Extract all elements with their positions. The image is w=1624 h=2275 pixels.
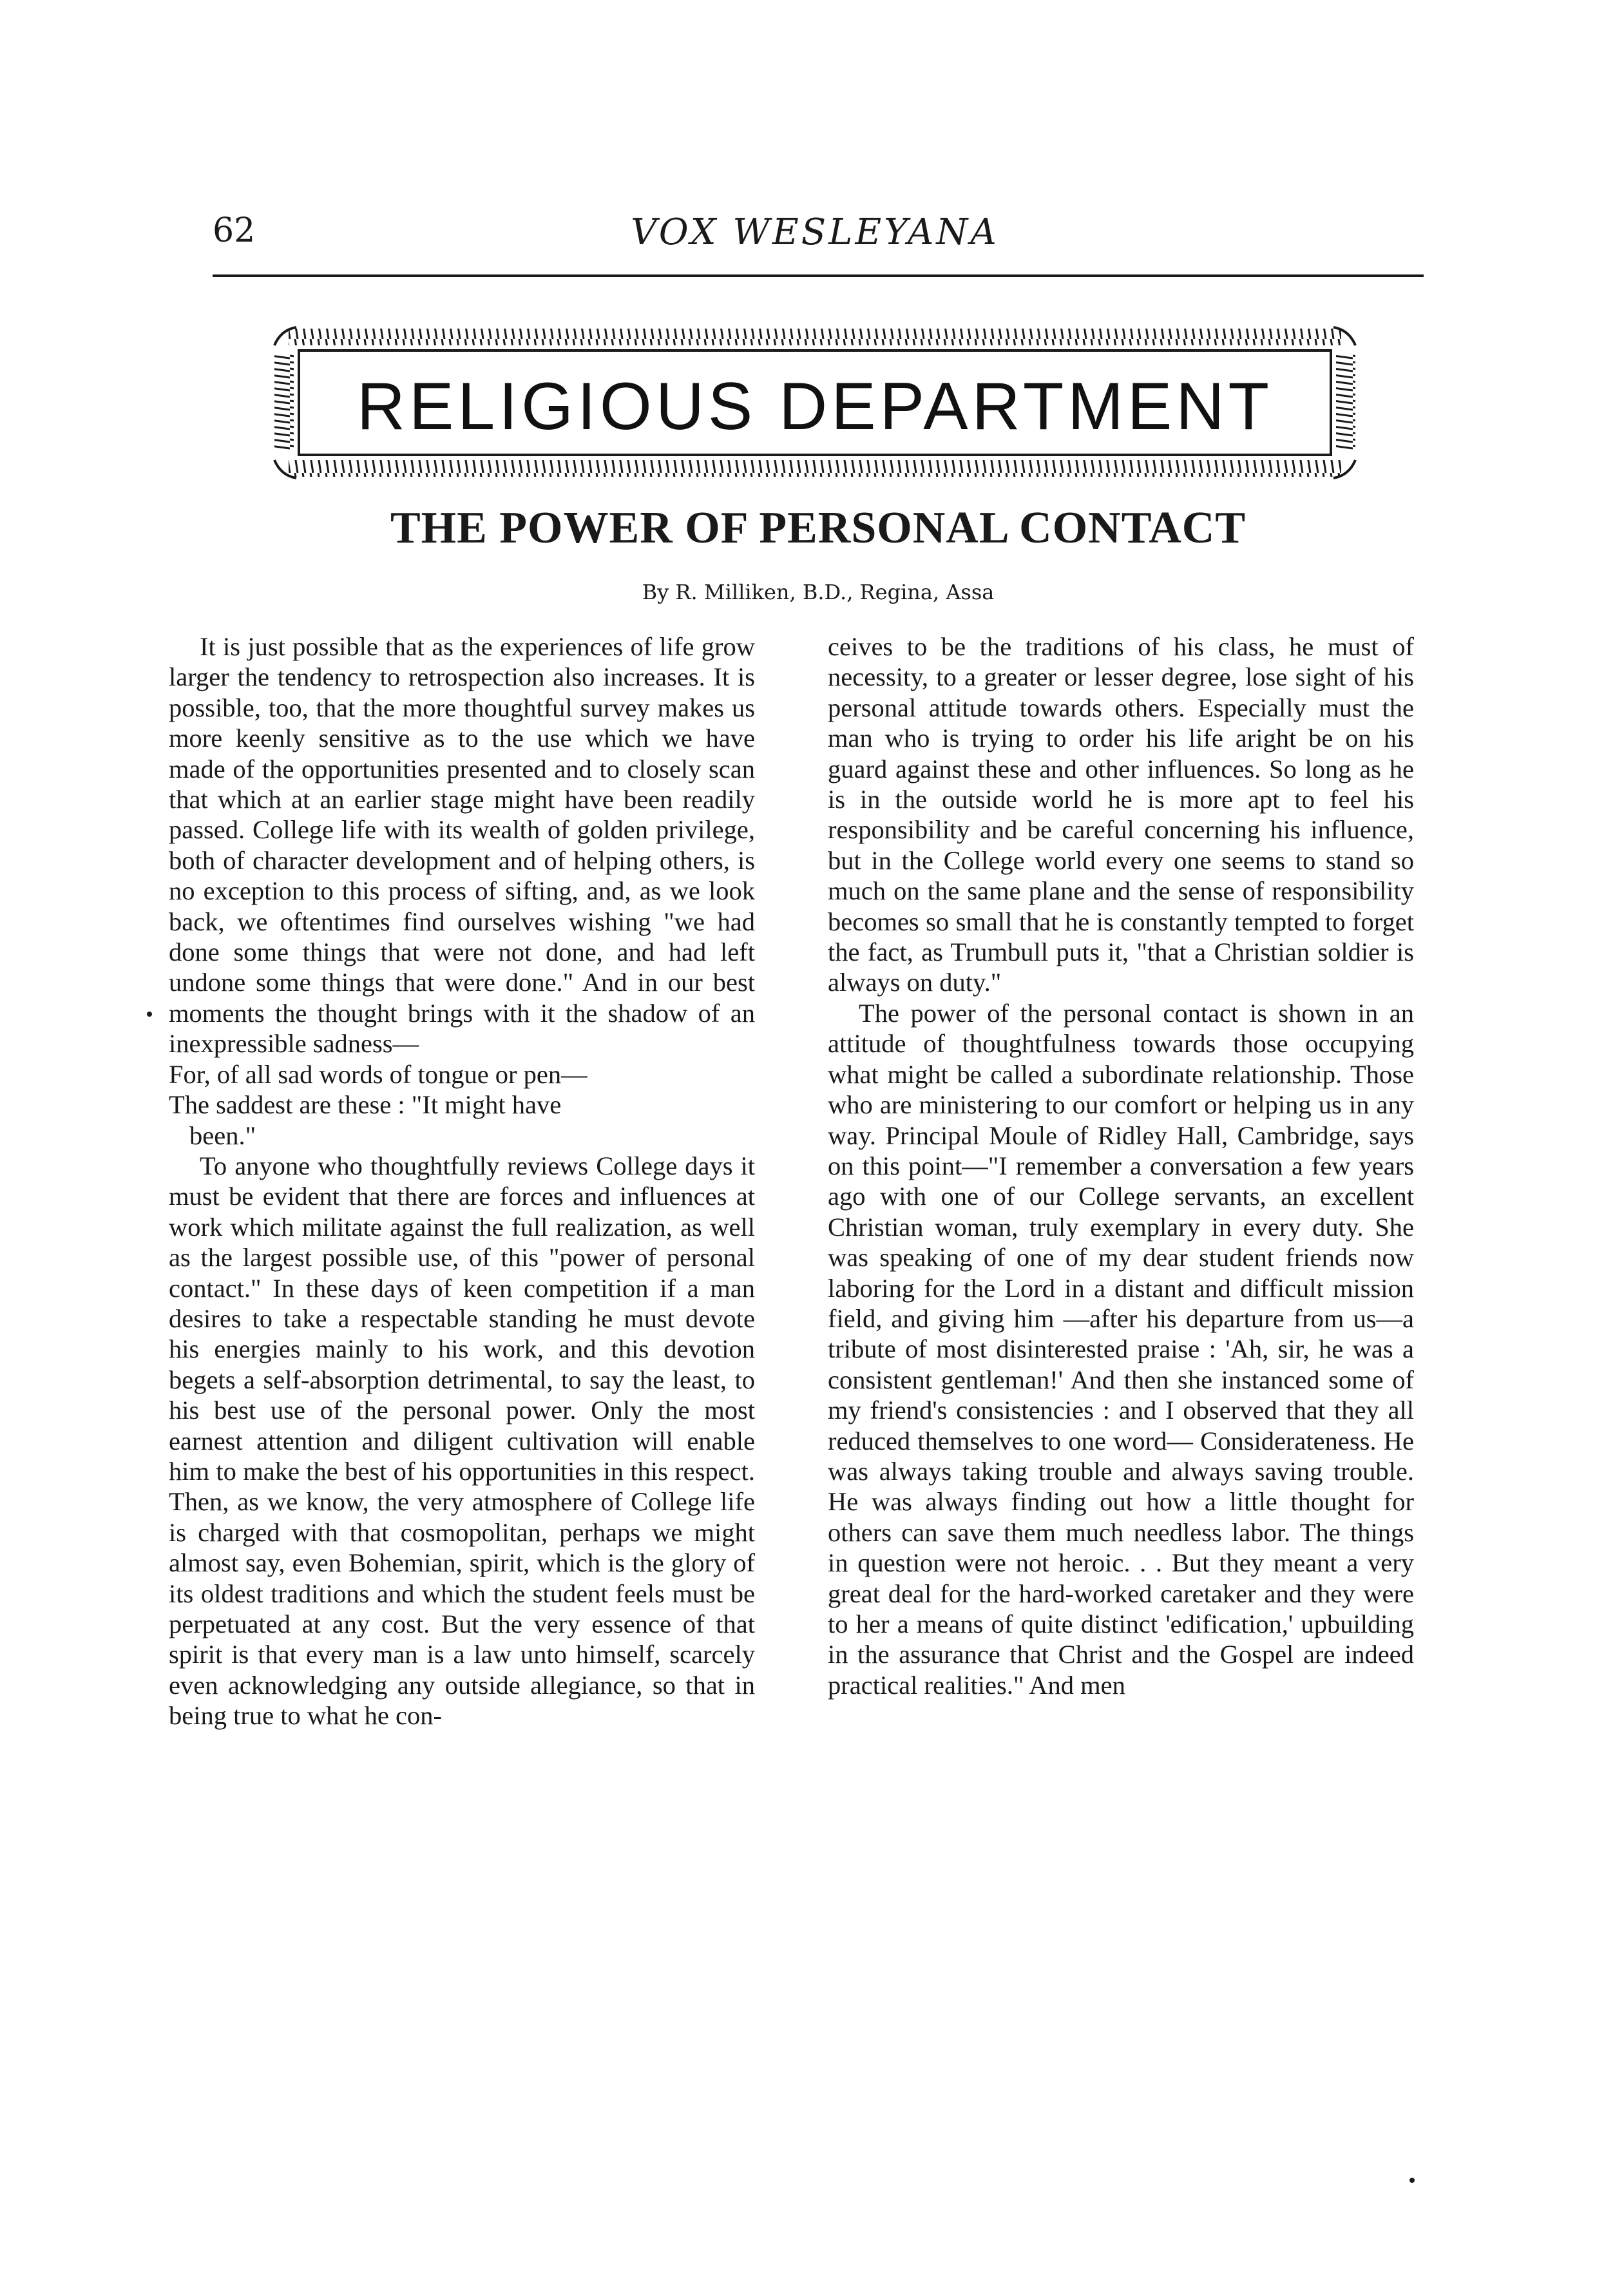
paragraph: ceives to be the traditions of his class, he must of necessity, to a greater or lesser degree, lose sight of his personal attitude towards others. Especially must the man who is trying to order his life aright be on his guard against these and other influences. So long as he is in the outside world he is more apt to feel his responsibility and be careful concerning his influence, but in the College world every one seems to stand so much on the same plane and the sense of responsibility becomes so small that he is constantly tempted to forget the fact, as Trumbull puts it, "that a Christian soldier is always on duty." [828, 632, 1414, 997]
byline: By R. Milliken, B.D., Regina, Assa [642, 580, 995, 604]
department-title: RELIGIOUS DEPARTMENT [356, 369, 1274, 444]
journal-title: VOX WESLEYANA [631, 211, 999, 253]
header-rule [213, 274, 1424, 277]
verse-line: For, of all sad words of tongue or pen— [169, 1059, 588, 1089]
paragraph: To anyone who thoughtfully reviews College days it must be evident that there are forces and influences at work which militate against the full realization, as well as the largest possible use, of this "power of personal contact." In these days of keen competition if a man desires to take a respectable standing he must devote his energies mainly to his work, and this devotion begets a self-absorption detrimental, to say the least, to his best use of the personal power. Only the most earnest attention and diligent cultivation will enable him to make the best of his opportunities in this respect. Then, as we know, the very atmosphere of College life is charged with that cosmopolitan, perhaps we might almost say, even Bohemian, spirit, which is the glory of its oldest traditions and which the student feels must be perpetuated at any cost. But the very essence of that spirit is that every man is a law unto himself, scarcely even acknowledging any outside allegiance, so that in being true to what he con- [169, 1151, 755, 1731]
paragraph: It is just possible that as the experiences of life grow larger the tendency to retrospection also increases. It is possible, too, that the more thoughtful survey makes us more keenly sensitive as to the use which we have made of the opportunities presented and to closely scan that which at an earlier stage might have been readily passed. College life with its wealth of golden privilege, both of character development and of helping others, is no exception to this process of sifting, and, as we look back, we oftentimes find ourselves wishing "we had done some things that were not done, and had left undone some things that were done." And in our best moments the thought brings with it the shadow of an inexpressible sadness— [169, 632, 755, 1059]
paragraph: The power of the personal contact is shown in an attitude of thoughtfulness towards those occupying what might be called a subordinate relationship. Those who are ministering to our comfort or helping us in any way. Principal Moule of Ridley Hall, Cambridge, says on this point—"I remember a conversation a few years ago with one of our College servants, an excellent Christian woman, truly exemplary in every duty. She was speaking of one of my dear student friends now laboring for the Lord in a distant and difficult mission field, and giving him —after his departure from us—a tribute of most disinterested praise : 'Ah, sir, he was a consistent gentleman!' And then she instanced some of my friend's consistencies : and I observed that they all reduced themselves to one word— Considerateness. He was always taking trouble and always saving trouble. He was always finding out how a little thought for others can save them much needless labor. The things in question were not heroic. . . But they meant a very great deal for the hard-worked caretaker and they were to her a means of quite distinct 'edification,' upbuilding in the assurance that Christ and the Gospel are indeed practical realities." And men [828, 998, 1414, 1700]
page-number: 62 [213, 211, 256, 250]
running-head [213, 205, 1417, 263]
print-speck [1409, 2178, 1415, 2183]
department-banner [271, 322, 1359, 483]
right-column [828, 631, 1414, 2133]
article-title: THE POWER OF PERSONAL CONTACT [390, 503, 1247, 553]
print-speck [147, 1012, 152, 1017]
verse-line: The saddest are these : "It might have [169, 1090, 562, 1120]
verse-quote [169, 1059, 755, 1151]
verse-line: been." [189, 1120, 256, 1150]
left-column [169, 631, 755, 2133]
